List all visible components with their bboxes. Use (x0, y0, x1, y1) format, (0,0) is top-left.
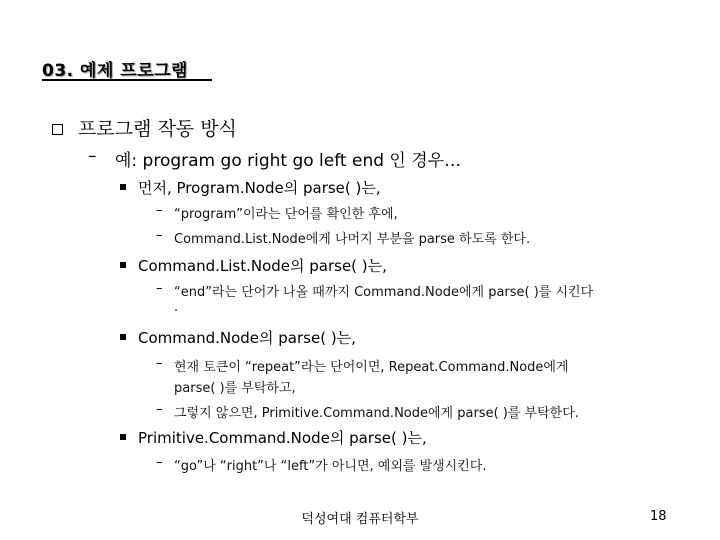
item-heading: Command.Node의 parse( )는, (138, 329, 356, 347)
dash-icon: – (156, 281, 163, 296)
item-sub: 현재 토큰이 “repeat”라는 단어이면, Repeat.Command.Node에게 (174, 360, 569, 375)
square-bullet-icon (120, 262, 126, 268)
item-sub: Command.List.Node에게 나머지 부분을 parse 하도록 한다. (174, 232, 531, 247)
dash-icon: – (156, 228, 163, 243)
footer-text: 덕성여대 컴퓨터학부 (301, 512, 419, 527)
dash-icon: – (156, 356, 163, 371)
bullet-box-icon (52, 124, 63, 135)
dash-icon: – (88, 146, 97, 166)
example-text: 예: program go right go left end 인 경우… (115, 151, 462, 171)
item-sub: 그렇지 않으면, Primitive.Command.Node에게 parse( )를 부탁한다. (174, 406, 579, 421)
dash-icon: – (156, 402, 163, 417)
page-number: 18 (650, 509, 667, 524)
title-underline (42, 79, 212, 81)
square-bullet-icon (120, 184, 126, 190)
item-heading: 먼저, Program.Node의 parse( )는, (138, 179, 381, 197)
item-sub: . (174, 300, 179, 315)
dash-icon: – (156, 203, 163, 218)
level1-text: 프로그램 작동 방식 (78, 118, 237, 140)
square-bullet-icon (120, 434, 126, 440)
item-sub: “go”나 “right”나 “left”가 아니면, 예외를 발생시킨다. (174, 459, 487, 474)
item-sub: “program”이라는 단어를 확인한 후에, (174, 207, 398, 222)
item-heading: Primitive.Command.Node의 parse( )는, (138, 429, 427, 447)
square-bullet-icon (120, 334, 126, 340)
dash-icon: – (156, 455, 163, 470)
slide-title: 03. 예제 프로그램 (42, 61, 188, 81)
item-sub: parse( )를 부탁하고, (174, 381, 296, 396)
item-sub: “end”라는 단어가 나올 때까지 Command.Node에게 parse( )를 시킨다 (174, 285, 594, 300)
item-heading: Command.List.Node의 parse( )는, (138, 257, 387, 275)
